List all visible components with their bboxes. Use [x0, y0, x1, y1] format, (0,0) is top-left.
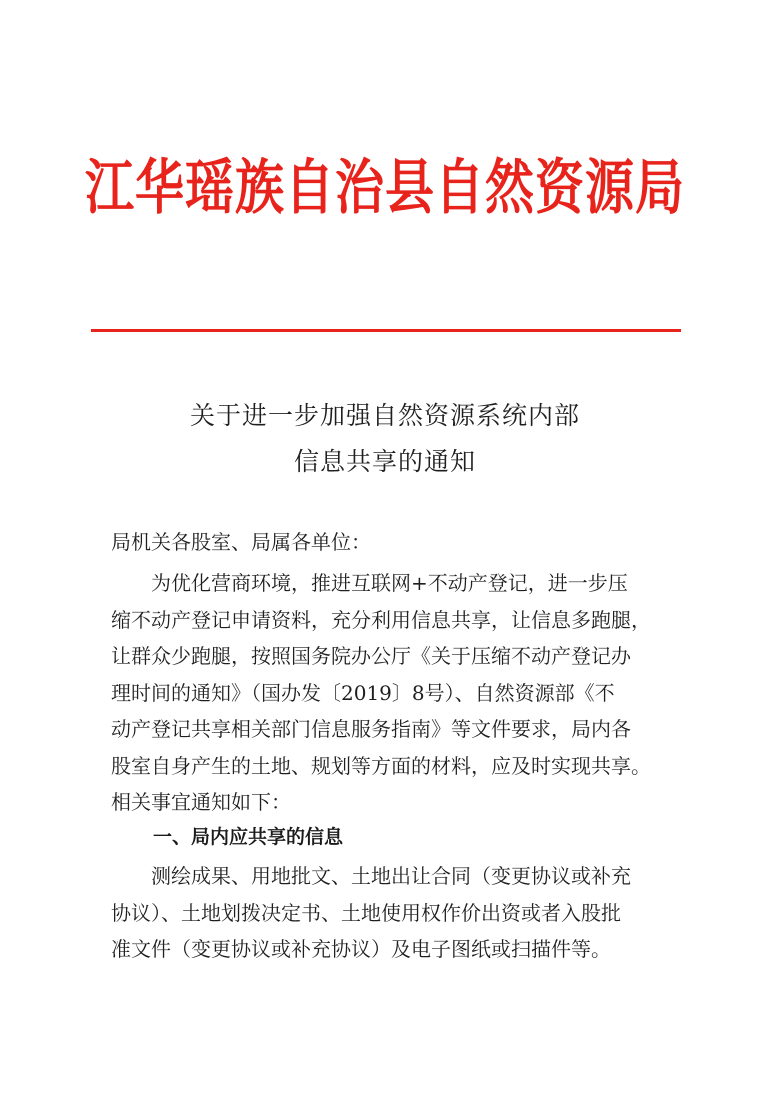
paragraph-line: 协议）、土地划拨决定书、土地使用权作价出资或者入股批	[111, 900, 621, 925]
paragraph-intro	[111, 565, 671, 821]
paragraph-line: 缩不动产登记申请资料，充分利用信息共享，让信息多跑腿，	[111, 607, 651, 632]
red-separator-line	[91, 329, 681, 332]
paragraph-line: 动产登记共享相关部门信息服务指南》等文件要求，局内各	[111, 717, 631, 741]
document-title-line-2: 信息共享的通知	[293, 447, 476, 476]
paragraph-line: 准文件（变更协议或补充协议）及电子图纸或扫描件等。	[111, 937, 611, 961]
paragraph-line: 理时间的通知》（国办发〔2019〕8号）、自然资源部《不	[111, 680, 615, 705]
paragraph-line: 股室自身产生的土地、规划等方面的材料，应及时实现共享。	[111, 753, 651, 778]
paragraph-line: 测绘成果、用地批文、土地出让合同（变更协议或补充	[111, 864, 631, 888]
salutation: 局机关各股室、局属各单位：	[111, 530, 371, 554]
document-title-line-1: 关于进一步加强自然资源系统内部	[189, 401, 580, 430]
section-heading: 一、局内应共享的信息	[153, 826, 344, 848]
paragraph-line: 为优化营商环境，推进互联网+不动产登记，进一步压	[111, 571, 628, 595]
paragraph-section-1	[111, 858, 671, 968]
document-title	[0, 393, 770, 485]
paragraph-line: 让群众少跑腿，按照国务院办公厅《关于压缩不动产登记办	[111, 644, 631, 668]
organization-header: 江华瑶族自治县自然资源局	[84, 153, 685, 223]
paragraph-line: 相关事宜通知如下：	[111, 790, 291, 814]
